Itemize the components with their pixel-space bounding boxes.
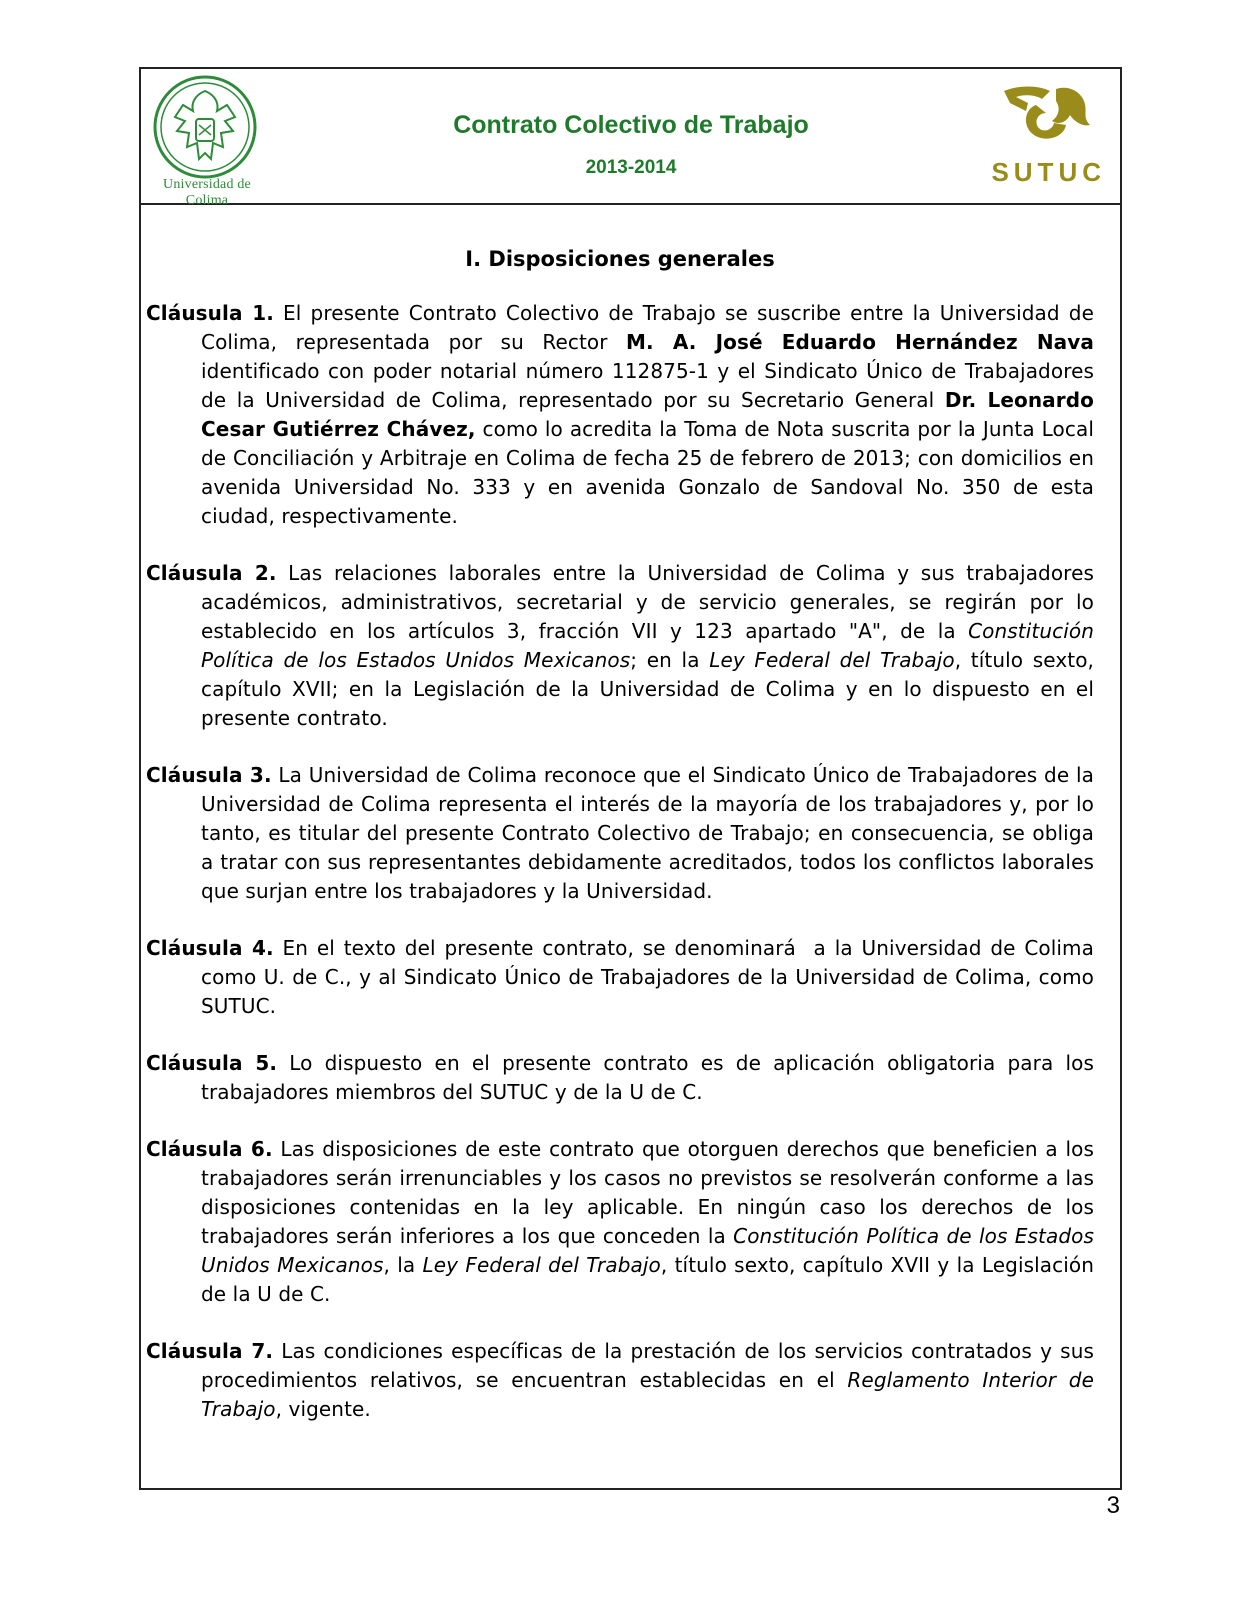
document-title: Contrato Colectivo de Trabajo <box>453 111 809 139</box>
document-body <box>146 245 1101 1452</box>
rector-name: M. A. José Eduardo Hernández Nava <box>626 330 1094 354</box>
page-frame <box>139 67 1122 1490</box>
document-years: 2013-2014 <box>585 157 677 178</box>
sutuc-wordmark: SUTUC <box>991 157 1106 187</box>
universidad-de-colima-caption: Universidad de Colima <box>163 177 251 208</box>
clause-3: Cláusula 3. La Universidad de Colima reconoce que el Sindicato Único de Trabajadores de la Universidad de Colima representa el interés de la mayoría de los trabajadores y, por lo tanto, es titular del presente Contrato Colectivo de Trabajo; en consecuencia, se obliga a tratar con sus representantes debidamente acreditados, todos los conflictos laborales que surjan entre los trabajadores y la Universidad. <box>146 763 1094 903</box>
clause-label: Cláusula 7. <box>146 1339 274 1363</box>
secretary-general-name: Dr. Leonardo Cesar Gutiérrez Chávez, <box>201 388 1095 441</box>
clause-1: Cláusula 1. El presente Contrato Colectivo de Trabajo se suscribe entre la Universidad de Colima, representada por su Rector M. A. José Eduardo Hernández Nava identificado con poder notarial número 112875-1 y el Sindicato Único de Trabajadores de la Universidad de Colima, representado por su Secretario General Dr. Leonardo Cesar Gutiérrez Chávez, como lo acredita la Toma de Nota suscrita por la Junta Local de Conciliación y Arbitraje en Colima de fecha 25 de febrero de 2013; con domicilios en avenida Universidad No. 333 y en avenida Gonzalo de Sandoval No. 350 de esta ciudad, respectivamente. <box>146 301 1095 528</box>
clause-6: Cláusula 6. Las disposiciones de este contrato que otorguen derechos que beneficien a los trabajadores serán irrenunciables y los casos no previstos se resolverán conforme a las disposiciones contenidas en la ley aplicable. En ningún caso los derechos de los trabajadores serán inferiores a los que conceden la Constitución Política de los Estados Unidos Mexicanos, la Ley Federal del Trabajo, título sexto, capítulo XVII y la Legislación de la U de C. <box>146 1137 1095 1306</box>
clause-7: Cláusula 7. Las condiciones específicas de la prestación de los servicios contratados y sus procedimientos relativos, se encuentran establecidas en el Reglamento Interior de Trabajo, vigente. <box>146 1339 1095 1421</box>
clause-2: Cláusula 2. Las relaciones laborales entre la Universidad de Colima y sus trabajadores académicos, administrativos, secretarial y de servicio generales, se regirán por lo establecido en los artículos 3, fracción VII y 123 apartado "A", de la Constitución Política de los Estados Unidos Mexicanos; en la Ley Federal del Trabajo, título sexto, capítulo XVII; en la Legislación de la Universidad de Colima y en lo dispuesto en el presente contrato. <box>146 561 1094 730</box>
sutuc-emblem-icon <box>998 81 1098 151</box>
clause-5: Cláusula 5. Lo dispuesto en el presente contrato es de aplicación obligatoria para los trabajadores miembros del SUTUC y de la U de C. <box>146 1051 1094 1104</box>
section-title: I. Disposiciones generales <box>465 247 775 271</box>
page-number: 3 <box>1106 1492 1120 1519</box>
clause-label: Cláusula 2. <box>146 561 277 585</box>
document-header <box>141 69 1120 208</box>
clause-4: Cláusula 4. En el texto del presente contrato, se denominará a la Universidad de Colima como U. de C., y al Sindicato Único de Trabajadores de la Universidad de Colima, como SUTUC. <box>146 936 1101 1018</box>
clause-label: Cláusula 5. <box>146 1051 278 1075</box>
clause-label: Cláusula 4. <box>146 936 274 960</box>
clause-label: Cláusula 3. <box>146 763 272 787</box>
clause-label: Cláusula 6. <box>146 1137 273 1161</box>
clause-label: Cláusula 1. <box>146 301 274 325</box>
